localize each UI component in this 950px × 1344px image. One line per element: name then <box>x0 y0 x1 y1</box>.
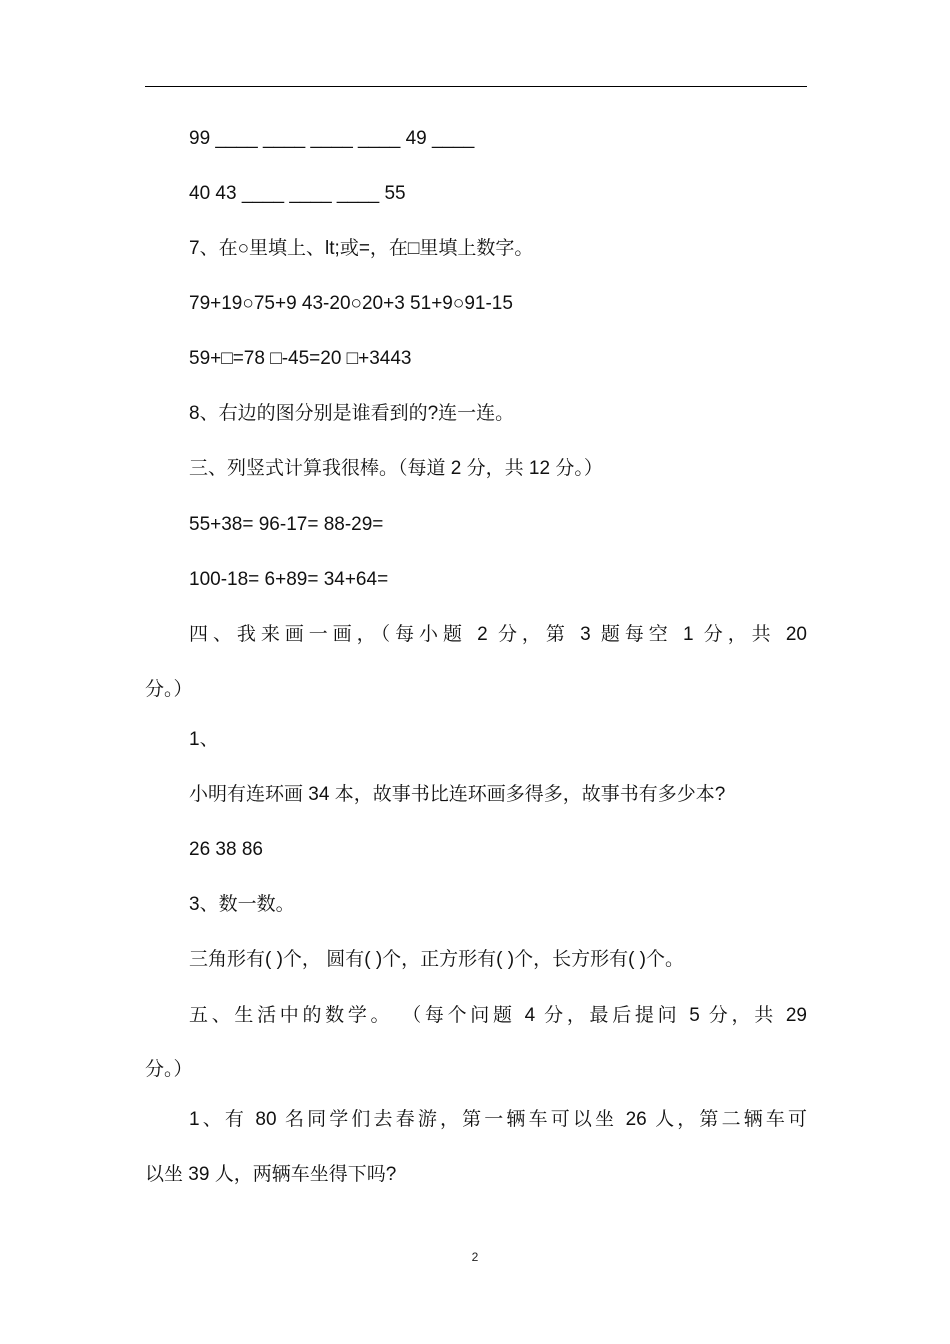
sequence-row-1: 99 ____ ____ ____ ____ 49 ____ <box>189 128 475 149</box>
section-5-question-1-cont: 以坐 39 人，两辆车坐得下吗? <box>145 1164 397 1185</box>
section-4-heading-cont: 分。） <box>145 679 193 700</box>
story-problem: 小明有连环画 34 本，故事书比连环画多得多，故事书有多少本? <box>189 784 726 805</box>
question-8-prompt: 8、右边的图分别是谁看到的?连一连。 <box>189 403 515 424</box>
shape-count-prompt: 三角形有( )个， 圆有( )个，正方形有( )个，长方形有( )个。 <box>189 949 685 970</box>
section-3-heading: 三、列竖式计算我很棒。（每道 2 分，共 12 分。） <box>189 458 603 479</box>
section-5-question-1: 1、有 80 名同学们去春游，第一辆车可以坐 26 人，第二辆车可 <box>189 1109 807 1130</box>
vertical-calc-row-1: 55+38= 96-17= 88-29= <box>189 514 384 535</box>
question-7-prompt: 7、在○里填上、lt;或=，在□里填上数字。 <box>189 238 534 259</box>
section-5-heading: 五、生活中的数学。 （每个问题 4 分，最后提问 5 分，共 29 <box>189 1005 807 1026</box>
section-4-item-3: 3、数一数。 <box>189 894 295 915</box>
answer-options: 26 38 86 <box>189 839 263 860</box>
vertical-calc-row-2: 100-18= 6+89= 34+64= <box>189 569 389 590</box>
header-rule <box>145 86 807 87</box>
section-4-item-1: 1、 <box>189 729 219 750</box>
fill-box-expressions: 59+□=78 □-45=20 □+3443 <box>189 348 412 369</box>
section-4-heading: 四、我来画一画，（每小题 2 分，第 3 题每空 1 分，共 20 <box>189 624 807 645</box>
section-5-heading-cont: 分。） <box>145 1059 193 1080</box>
compare-expressions: 79+19○75+9 43-20○20+3 51+9○91-15 <box>189 293 513 314</box>
sequence-row-2: 40 43 ____ ____ ____ 55 <box>189 183 406 204</box>
page-number: 2 <box>471 1250 479 1264</box>
